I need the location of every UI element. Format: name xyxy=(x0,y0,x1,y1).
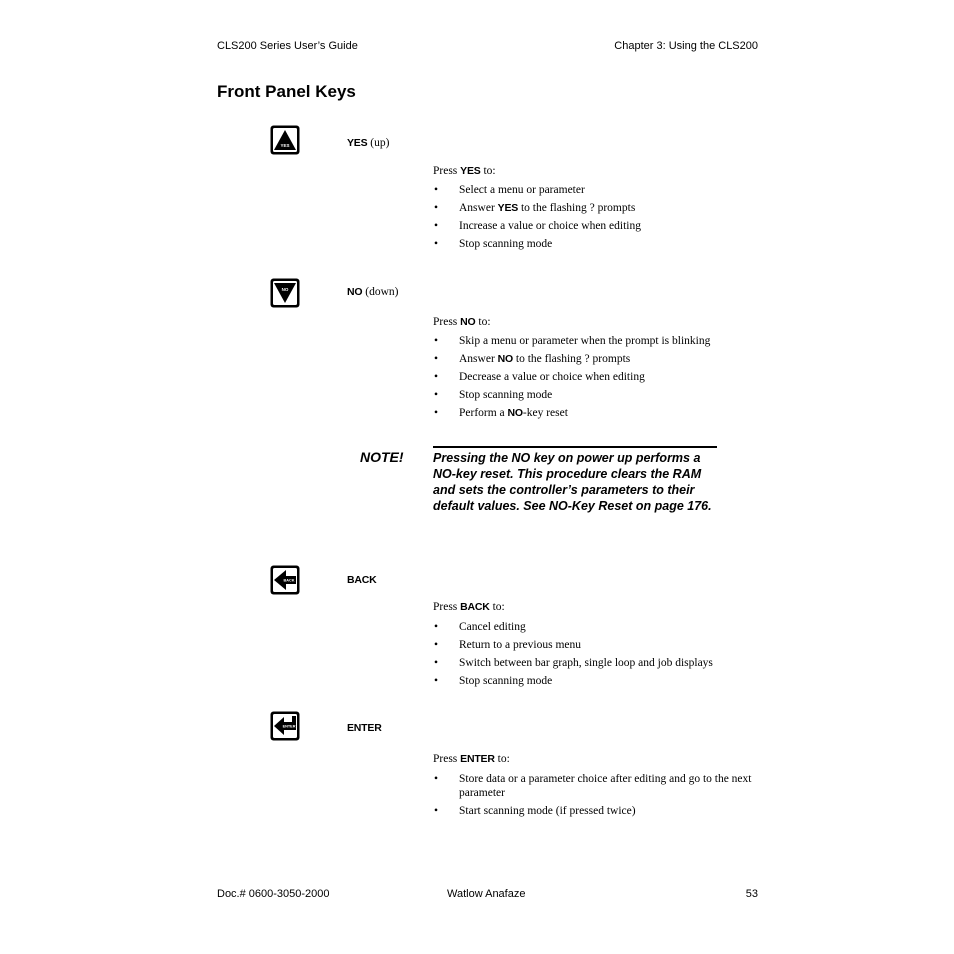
note-text: Pressing the NO key on power up performs a NO-key reset. This procedure clears the RAM and sets the controller’s parameters to their default values. See NO-Key Reset on page 176. xyxy=(433,451,712,513)
footer-company: Watlow Anafaze xyxy=(447,888,526,900)
header-guide-title: CLS200 Series User’s Guide xyxy=(217,40,358,52)
list-item: • Answer NO to the flashing ? prompts xyxy=(434,353,631,365)
back-key-glyph: BACK xyxy=(283,578,295,583)
yes-key-bullet-list xyxy=(433,183,641,255)
no-key-intro: Press NO to: xyxy=(433,316,491,328)
list-item: • Select a menu or parameter xyxy=(434,184,585,196)
no-key-bullet-list xyxy=(433,334,710,424)
page-title: Front Panel Keys xyxy=(217,82,356,101)
list-item: • Stop scanning mode xyxy=(434,238,553,250)
no-key-glyph: NO xyxy=(281,287,289,292)
list-item: • Start scanning mode (if pressed twice) xyxy=(434,805,636,817)
enter-key-icon xyxy=(270,711,300,741)
list-item: • Decrease a value or choice when editing xyxy=(434,371,645,383)
no-key-label xyxy=(347,285,398,299)
yes-up-key-icon xyxy=(270,125,300,155)
yes-key-suffix: (up) xyxy=(367,137,390,149)
list-item: • Switch between bar graph, single loop and job displays xyxy=(434,657,713,669)
list-item: • Stop scanning mode xyxy=(434,675,553,687)
enter-key-name: ENTER xyxy=(347,722,382,734)
back-key-bullet-list xyxy=(433,620,713,692)
list-item: • Skip a menu or parameter when the prompt is blinking xyxy=(434,335,711,347)
back-key-name: BACK xyxy=(347,574,377,586)
list-item: • Answer YES to the flashing ? prompts xyxy=(434,202,636,214)
note-divider xyxy=(433,446,717,448)
list-item: • Cancel editing xyxy=(434,621,526,633)
no-down-key-icon xyxy=(270,278,300,308)
back-key-label xyxy=(347,573,377,587)
page-number: 53 xyxy=(745,888,758,900)
list-item: • Store data or a parameter choice after editing and go to the next parameter xyxy=(434,773,752,799)
list-item: • Stop scanning mode xyxy=(434,389,553,401)
no-key-suffix: (down) xyxy=(362,286,399,298)
yes-key-glyph: YES xyxy=(280,143,290,148)
enter-key-intro: Press ENTER to: xyxy=(433,753,510,765)
enter-key-glyph: ENTER xyxy=(282,724,296,729)
no-key-name: NO xyxy=(347,286,363,298)
back-key-icon xyxy=(270,565,300,595)
enter-key-label xyxy=(347,721,382,735)
list-item: • Increase a value or choice when editing xyxy=(434,220,641,232)
back-key-intro: Press BACK to: xyxy=(433,601,505,613)
yes-key-label xyxy=(347,136,389,150)
list-item: • Perform a NO-key reset xyxy=(434,407,568,419)
header-chapter: Chapter 3: Using the CLS200 xyxy=(614,40,758,52)
yes-key-intro: Press YES to: xyxy=(433,165,496,177)
footer-doc-number: Doc.# 0600-3050-2000 xyxy=(217,888,330,900)
yes-key-name: YES xyxy=(347,137,368,149)
note-label: NOTE! xyxy=(360,449,404,465)
list-item: • Return to a previous menu xyxy=(434,639,582,651)
enter-key-bullet-list xyxy=(433,772,759,822)
